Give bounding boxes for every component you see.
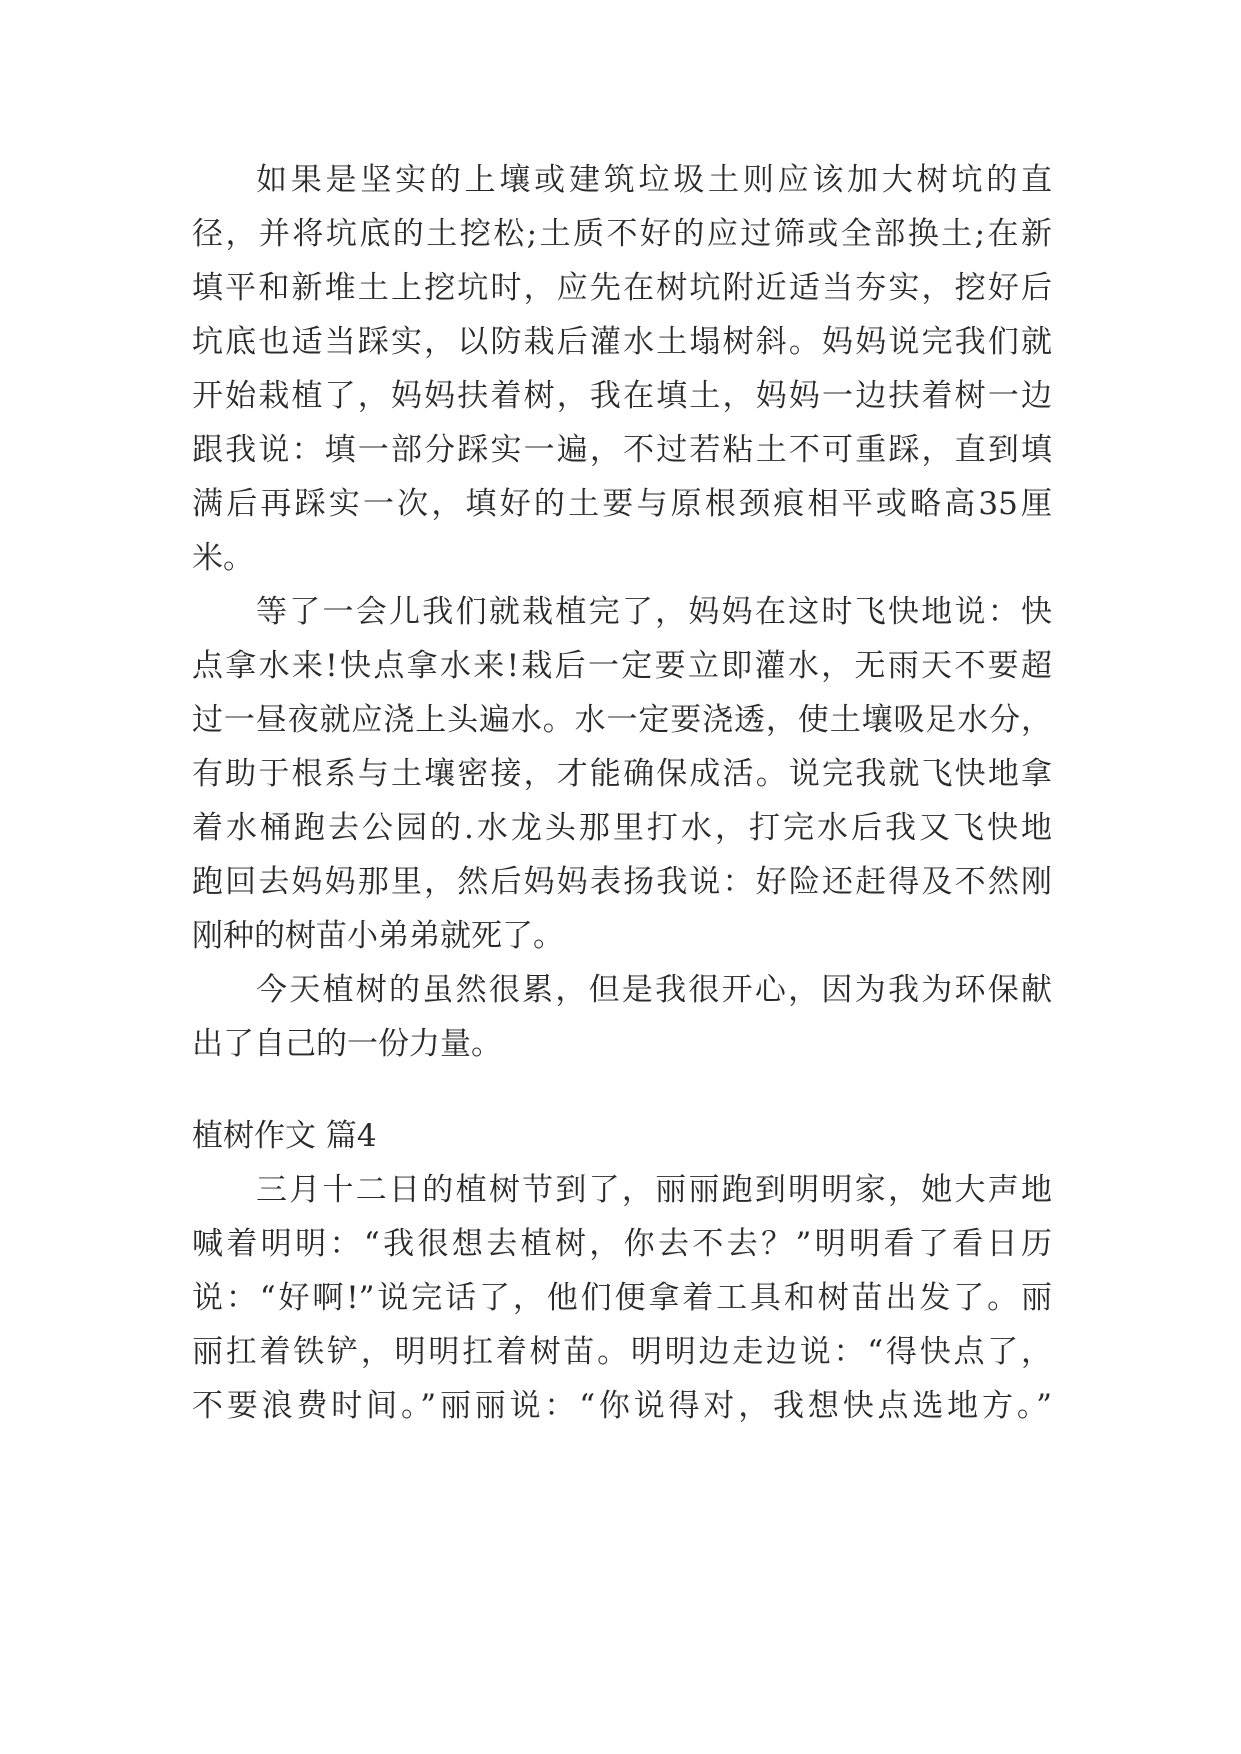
paragraph-1-line-2: 径，并将坑底的土挖松;土质不好的应过筛或全部换土;在新 [192, 216, 1052, 252]
section-paragraph-line-3: 说：“好啊!”说完话了，他们便拿着工具和树苗出发了。丽 [192, 1280, 1052, 1316]
section-paragraph-line-1: 三月十二日的植树节到了，丽丽跑到明明家，她大声地 [256, 1172, 1052, 1208]
paragraph-1-line-6: 跟我说：填一部分踩实一遍，不过若粘土不可重踩，直到填 [192, 432, 1052, 468]
paragraph-1-line-1: 如果是坚实的上壤或建筑垃圾土则应该加大树坑的直 [256, 162, 1052, 198]
section-heading: 植树作文 篇4 [192, 1118, 377, 1154]
paragraph-3-line-2: 出了自己的一份力量。 [192, 1026, 502, 1062]
section-paragraph-line-2: 喊着明明：“我很想去植树，你去不去？”明明看了看日历 [192, 1226, 1052, 1262]
paragraph-2-line-2: 点拿水来!快点拿水来!栽后一定要立即灌水，无雨天不要超 [192, 648, 1052, 684]
paragraph-2-line-1: 等了一会儿我们就栽植完了，妈妈在这时飞快地说：快 [256, 594, 1052, 630]
paragraph-2-line-6: 跑回去妈妈那里，然后妈妈表扬我说：好险还赶得及不然刚 [192, 864, 1052, 900]
paragraph-2-line-7: 刚种的树苗小弟弟就死了。 [192, 918, 564, 954]
section-paragraph-line-4: 丽扛着铁铲，明明扛着树苗。明明边走边说：“得快点了， [192, 1334, 1052, 1370]
section-paragraph-line-5: 不要浪费时间。”丽丽说：“你说得对，我想快点选地方。” [192, 1388, 1052, 1424]
paragraph-1-line-4: 坑底也适当踩实，以防栽后灌水土塌树斜。妈妈说完我们就 [192, 324, 1052, 360]
paragraph-1-line-7: 满后再踩实一次，填好的土要与原根颈痕相平或略高35厘 [192, 486, 1052, 522]
paragraph-2-line-3: 过一昼夜就应浇上头遍水。水一定要浇透，使土壤吸足水分， [192, 702, 1052, 738]
paragraph-1-line-8: 米。 [192, 540, 254, 576]
paragraph-1-line-5: 开始栽植了，妈妈扶着树，我在填土，妈妈一边扶着树一边 [192, 378, 1052, 414]
paragraph-2-line-4: 有助于根系与土壤密接，才能确保成活。说完我就飞快地拿 [192, 756, 1052, 792]
paragraph-3-line-1: 今天植树的虽然很累，但是我很开心，因为我为环保献 [256, 972, 1052, 1008]
paragraph-2-line-5: 着水桶跑去公园的.水龙头那里打水，打完水后我又飞快地 [192, 810, 1052, 846]
paragraph-1-line-3: 填平和新堆土上挖坑时，应先在树坑附近适当夯实，挖好后 [192, 270, 1052, 306]
